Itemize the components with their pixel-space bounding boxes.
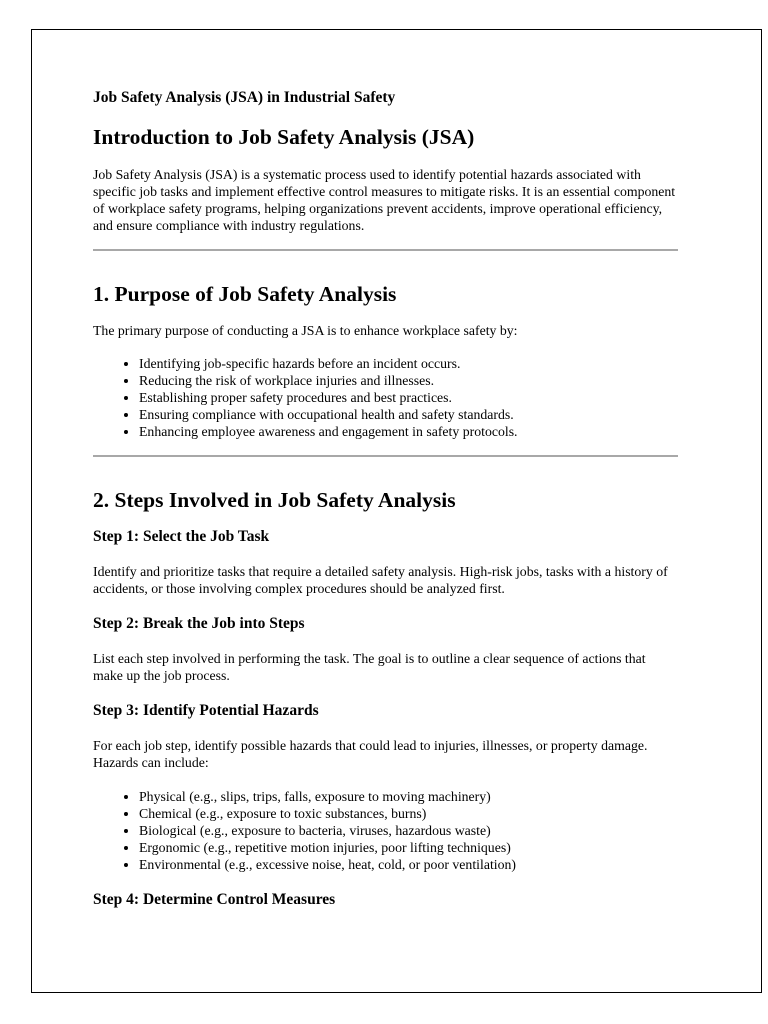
list-item: • Physical (e.g., slips, trips, falls, exposure to moving machinery)	[139, 788, 678, 805]
list-item: • Identifying job-specific hazards before an incident occurs.	[139, 355, 678, 372]
step3-text: For each job step, identify possible hazards that could lead to injuries, illnesses, or property damage. Hazards can include:	[93, 738, 648, 770]
step4-heading: Step 4: Determine Control Measures	[93, 891, 336, 908]
section2-title: 2. Steps Involved in Job Safety Analysis	[93, 488, 456, 512]
list-item: • Establishing proper safety procedures and best practices.	[139, 389, 678, 406]
section1-title: 1. Purpose of Job Safety Analysis	[93, 282, 397, 306]
step2-heading: Step 2: Break the Job into Steps	[93, 615, 305, 632]
list-item: • Ensuring compliance with occupational health and safety standards.	[139, 406, 678, 423]
document-content	[93, 88, 678, 910]
document-label: Job Safety Analysis (JSA) in Industrial Safety	[93, 89, 396, 106]
list-item: • Environmental (e.g., excessive noise, heat, cold, or poor ventilation)	[139, 856, 678, 873]
list-item: • Chemical (e.g., exposure to toxic substances, burns)	[139, 805, 678, 822]
step1-heading: Step 1: Select the Job Task	[93, 528, 270, 545]
step3-heading: Step 3: Identify Potential Hazards	[93, 702, 319, 719]
section1-intro: The primary purpose of conducting a JSA is to enhance workplace safety by:	[93, 323, 518, 338]
section-divider	[93, 249, 678, 251]
step1-text: Identify and prioritize tasks that require a detailed safety analysis. High-risk jobs, tasks with a history of accidents, or those involving complex procedures should be analyzed first.	[93, 564, 668, 596]
intro-paragraph: Job Safety Analysis (JSA) is a systematic process used to identify potential hazards associated with specific job tasks and implement effective control measures to mitigate risks. It is an essential component of workplace safety programs, helping organizations prevent accidents, improve operational efficiency, and ensure compliance with industry regulations.	[93, 167, 676, 233]
intro-title: Introduction to Job Safety Analysis (JSA)	[93, 125, 475, 149]
document-page	[31, 29, 762, 993]
list-item: • Enhancing employee awareness and engagement in safety protocols.	[139, 423, 678, 440]
list-item: • Reducing the risk of workplace injuries and illnesses.	[139, 372, 678, 389]
purpose-list	[93, 355, 678, 440]
list-item: • Ergonomic (e.g., repetitive motion injuries, poor lifting techniques)	[139, 839, 678, 856]
step2-text: List each step involved in performing the task. The goal is to outline a clear sequence of actions that make up the job process.	[93, 651, 646, 683]
hazard-list	[93, 788, 678, 873]
section-divider	[93, 455, 678, 457]
list-item: • Biological (e.g., exposure to bacteria, viruses, hazardous waste)	[139, 822, 678, 839]
